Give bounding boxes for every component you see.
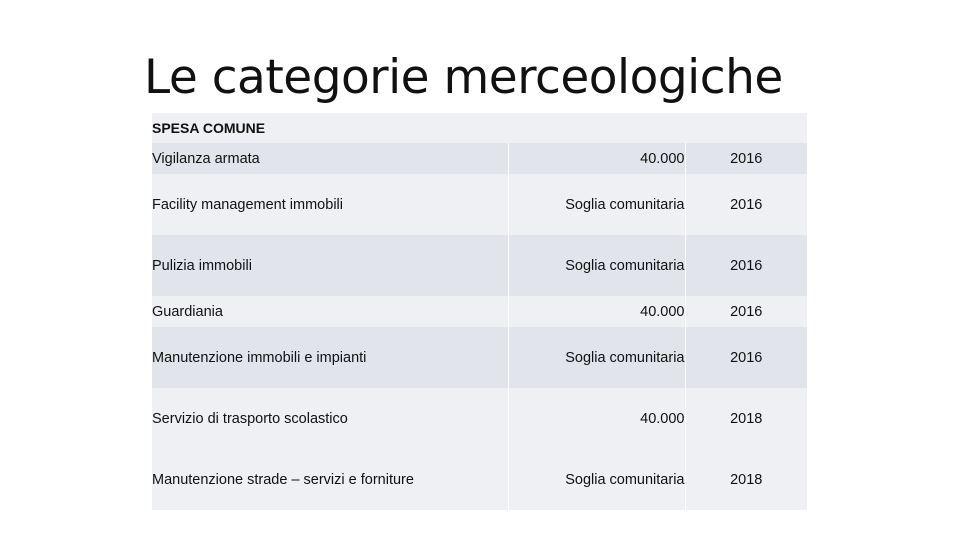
threshold-cell: Soglia comunitaria (508, 327, 685, 388)
threshold-cell: 40.000 (508, 388, 685, 449)
year-cell: 2016 (685, 143, 807, 174)
table-row (152, 235, 807, 296)
table-header-empty-cell (685, 113, 807, 143)
category-cell: Pulizia immobili (152, 235, 508, 296)
threshold-cell: Soglia comunitaria (508, 449, 685, 510)
category-cell: Facility management immobili (152, 174, 508, 235)
year-cell: 2016 (685, 235, 807, 296)
category-cell: Guardiania (152, 296, 508, 327)
table-header-empty-cell (508, 113, 685, 143)
year-cell: 2016 (685, 296, 807, 327)
category-cell: Manutenzione immobili e impianti (152, 327, 508, 388)
year-cell: 2016 (685, 327, 807, 388)
table-header-row (152, 113, 807, 143)
year-cell: 2018 (685, 388, 807, 449)
table-row (152, 327, 807, 388)
threshold-cell: 40.000 (508, 296, 685, 327)
table-row (152, 143, 807, 174)
category-cell: Servizio di trasporto scolastico (152, 388, 508, 449)
table-row (152, 388, 807, 449)
threshold-cell: Soglia comunitaria (508, 235, 685, 296)
categories-table (152, 113, 807, 510)
slide-title: Le categorie merceologiche (144, 50, 783, 105)
category-cell: Vigilanza armata (152, 143, 508, 174)
year-cell: 2018 (685, 449, 807, 510)
threshold-cell: 40.000 (508, 143, 685, 174)
table-row (152, 174, 807, 235)
table-row (152, 296, 807, 327)
table-row (152, 449, 807, 510)
category-cell: Manutenzione strade – servizi e forniture (152, 449, 508, 510)
table-header-label: SPESA COMUNE (152, 113, 508, 143)
year-cell: 2016 (685, 174, 807, 235)
threshold-cell: Soglia comunitaria (508, 174, 685, 235)
